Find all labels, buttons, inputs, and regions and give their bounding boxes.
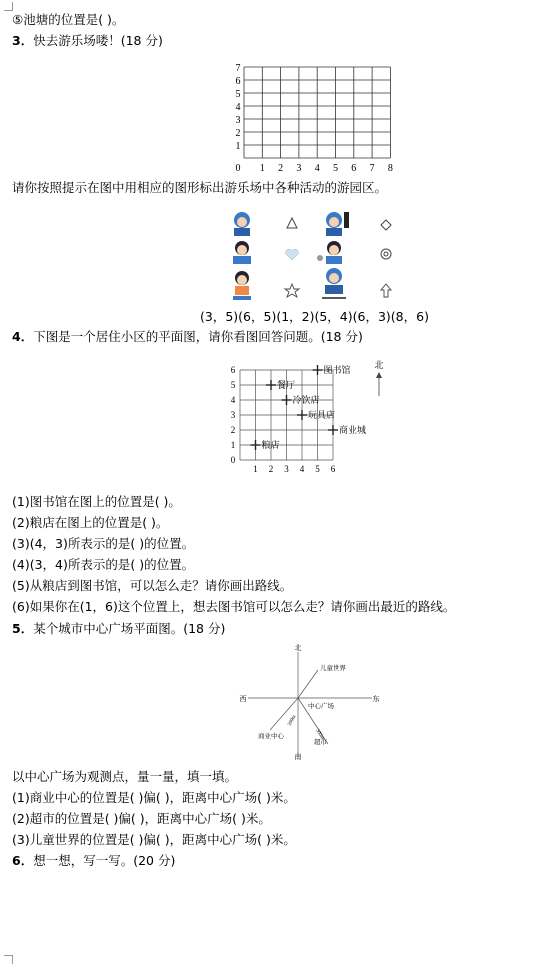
y-tick-label: 5 xyxy=(235,89,241,100)
star-icon xyxy=(285,284,299,297)
x-tick-label: 6 xyxy=(351,163,357,174)
question-4-part-4: (4)(3，4)所表示的是( )的位置。 xyxy=(12,557,195,572)
place-label-library: 图书馆 xyxy=(323,365,351,375)
question-3-heading xyxy=(12,33,163,49)
kid-icon xyxy=(233,271,251,300)
x-tick-label: 7 xyxy=(369,163,375,174)
question-4-part-5: (5)从粮店到图书馆，可以怎么走？请你画出路线。 xyxy=(12,578,293,593)
question-4-heading xyxy=(12,329,363,345)
question-4-part-3: (3)(4，3)所表示的是( )的位置。 xyxy=(12,536,195,551)
diamond-icon xyxy=(381,220,391,230)
business-center-label: 商业中心 xyxy=(258,733,284,740)
x-tick-label: 1 xyxy=(253,464,258,474)
south-label: 南 xyxy=(294,753,302,760)
kid-icon xyxy=(317,241,342,264)
place-label-mall: 商业城 xyxy=(339,425,367,435)
y-tick-label: 7 xyxy=(235,63,241,74)
kid-icon xyxy=(322,268,346,298)
question-5-number: 5． xyxy=(12,621,34,636)
west-label: 西 xyxy=(239,695,247,703)
y-tick-label: 4 xyxy=(235,102,241,113)
question-pond: ⑤池塘的位置是( )。 xyxy=(12,12,125,27)
y-tick-label: 3 xyxy=(235,115,241,126)
x-tick-label: 2 xyxy=(268,464,274,474)
question-4-number: 4． xyxy=(12,329,34,344)
y-tick-label: 6 xyxy=(235,76,241,87)
center-plaza-label: 中心广场 xyxy=(308,703,334,710)
y-tick-label: 3 xyxy=(230,410,236,420)
page-corner-bottom xyxy=(4,955,13,964)
question-5-prompt: 以中心广场为观测点，量一量，填一填。 xyxy=(12,769,238,784)
x-tick-label: 8 xyxy=(387,163,393,174)
kids-illustration xyxy=(222,208,402,306)
y-tick-label: 4 xyxy=(230,395,236,405)
y-tick-label: 5 xyxy=(230,380,236,390)
north-arrow xyxy=(374,359,383,396)
bullseye-icon xyxy=(381,249,391,259)
question-6-number: 6． xyxy=(12,853,34,868)
kid-icon xyxy=(233,241,251,264)
scale-label: 300m xyxy=(314,728,325,741)
heart-icon xyxy=(286,249,299,260)
up-arrow-icon xyxy=(381,284,391,297)
question-5-part-3: (3)儿童世界的位置是( )偏( )，距离中心广场( )米。 xyxy=(12,832,296,847)
x-tick-label: 5 xyxy=(333,163,338,174)
page-corner-top xyxy=(4,2,13,11)
x-tick-label: 1 xyxy=(259,163,265,174)
plaza-map xyxy=(232,640,382,760)
place-label-cold-drink: 冷饮店 xyxy=(292,395,320,405)
question-5-part-2: (2)超市的位置是( )偏( )，距离中心广场( )米。 xyxy=(12,811,271,826)
question-3-coordinates: (3，5)(6，5)(1，2)(5，4)(6，3)(8，6) xyxy=(200,309,429,324)
supermarket-label: 超市 xyxy=(314,739,327,746)
question-5-part-1: (1)商业中心的位置是( )偏( )，距离中心广场( )米。 xyxy=(12,790,296,805)
x-tick-label: 2 xyxy=(278,163,284,174)
kid-icon xyxy=(326,212,349,236)
activity-figure xyxy=(222,208,402,306)
place-label-toy-store: 玩具店 xyxy=(308,410,336,420)
x-tick-label: 0 xyxy=(235,163,241,174)
east-label: 东 xyxy=(372,695,380,703)
x-tick-label: 4 xyxy=(299,464,305,474)
y-tick-label: 2 xyxy=(235,128,241,139)
north-label: 北 xyxy=(374,360,384,370)
question-4-text: 下图是一个居住小区的平面图，请你看图回答问题。(18 分) xyxy=(33,329,363,344)
x-tick-label: 3 xyxy=(296,163,302,174)
y-tick-label: 1 xyxy=(235,141,241,152)
x-tick-label: 3 xyxy=(284,464,289,474)
question-5-heading xyxy=(12,621,225,637)
question-6-heading xyxy=(12,853,175,869)
place-label-grain-store: 粮店 xyxy=(261,440,280,450)
question-6-text: 想一想，写一写。(20 分) xyxy=(33,853,176,868)
y-tick-label: 1 xyxy=(230,440,236,450)
y-tick-label: 2 xyxy=(230,425,236,435)
question-3-text: 快去游乐场喽！(18 分) xyxy=(33,33,163,48)
residential-map xyxy=(224,356,394,486)
x-tick-label: 5 xyxy=(315,464,320,474)
question-3-prompt: 请你按照提示在图中用相应的图形标出游乐场中各种活动的游园区。 xyxy=(12,180,388,195)
question-4-part-1: (1)图书馆在图上的位置是( )。 xyxy=(12,494,181,509)
question-3-number: 3． xyxy=(12,33,34,48)
place-label-restaurant: 餐厅 xyxy=(277,380,296,390)
question-4-part-2: (2)粮店在图上的位置是( )。 xyxy=(12,515,169,530)
y-tick-label: 0 xyxy=(230,455,236,465)
north-label: 北 xyxy=(294,644,302,652)
question-5-text: 某个城市中心广场平面图。(18 分) xyxy=(33,621,226,636)
y-tick-label: 6 xyxy=(230,365,236,375)
coordinate-grid xyxy=(226,62,394,176)
triangle-icon xyxy=(287,218,297,228)
x-tick-label: 6 xyxy=(330,464,336,474)
scale-label: 200m xyxy=(287,714,298,727)
x-tick-label: 4 xyxy=(314,163,320,174)
kids-world-label: 儿童世界 xyxy=(320,665,346,672)
question-4-part-6: (6)如果你在(1，6)这个位置上，想去图书馆可以怎么走？请你画出最近的路线。 xyxy=(12,599,456,614)
kid-icon xyxy=(234,212,250,236)
